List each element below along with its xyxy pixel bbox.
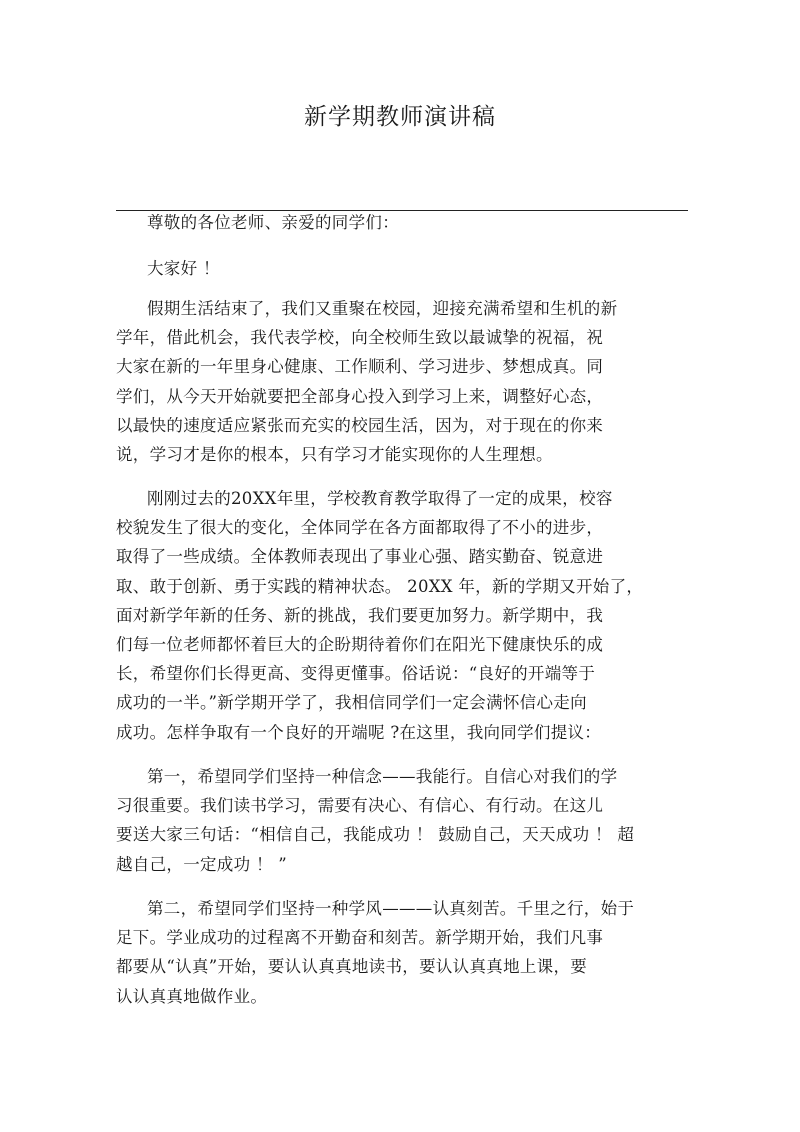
text-line: 们每一位老师都怀着巨大的企盼期待着你们在阳光下健康快乐的成 [116, 635, 604, 655]
paragraph-second-point [116, 894, 696, 1011]
text-line: 成功。怎样争取有一个良好的开端呢 ?在这里，我向同学们提议： [116, 722, 602, 742]
paragraph-past-year [116, 484, 696, 747]
text-line: 校貌发生了很大的变化，全体同学在各方面都取得了不小的进步， [116, 518, 604, 538]
text-line: 成功的一半。”新学期开学了，我相信同学们一定会满怀信心走向 [116, 693, 587, 713]
text-line: 大家好 ！ [147, 259, 220, 278]
text-line: 取、敢于创新、勇于实践的精神状态。 20XX 年，新的学期又开始了， [116, 576, 644, 596]
paragraph-hello [116, 254, 696, 283]
text-line: 第二，希望同学们坚持一种学风———认真刻苦。千里之行，始于 [147, 899, 635, 918]
text-line: 长，希望你们长得更高、变得更懂事。俗话说：“良好的开端等于 [116, 664, 596, 684]
text-line: 要送大家三句话：“相信自己，我能成功 ！ 鼓励自己，天天成功 ！ 超 [116, 825, 635, 845]
text-line: 取得了一些成绩。全体教师表现出了事业心强、踏实勤奋、锐意进 [116, 547, 604, 567]
text-line: 以最快的速度适应紧张而充实的校园生活，因为，对于现在的你来 [116, 415, 604, 435]
text-line: 习很重要。我们读书学习，需要有决心、有信心、有行动。在这儿 [116, 796, 604, 816]
text-line: 第一，希望同学们坚持一种信念——我能行。自信心对我们的学 [147, 767, 618, 786]
paragraph-greeting-salutation [116, 208, 696, 237]
text-line: 都要从“认真”开始，要认认真真地读书，要认认真真地上课，要 [116, 957, 588, 977]
document-title: 新学期教师演讲稿 [304, 104, 496, 130]
text-line: 大家在新的一年里身心健康、工作顺利、学习进步、梦想成真。同 [116, 357, 604, 377]
paragraph-intro [116, 294, 696, 469]
text-line: 越自己，一定成功 ！ ” [116, 854, 288, 874]
paragraph-first-point [116, 762, 696, 879]
text-line: 学们，从今天开始就要把全部身心投入到学习上来，调整好心态， [116, 386, 604, 406]
text-line: 尊敬的各位老师、亲爱的同学们： [147, 213, 399, 232]
text-line: 足下。学业成功的过程离不开勤奋和刻苦。新学期开始，我们凡事 [116, 928, 604, 948]
text-line: 面对新学年新的任务、新的挑战，我们要更加努力。新学期中，我 [116, 605, 604, 625]
text-line: 刚刚过去的20XX年里，学校教育教学取得了一定的成果，校容 [147, 489, 613, 508]
text-line: 认认真真地做作业。 [116, 986, 268, 1006]
text-line: 假期生活结束了，我们又重聚在校园，迎接充满希望和生机的新 [147, 299, 618, 318]
text-line: 学年，借此机会，我代表学校，向全校师生致以最诚挚的祝福，祝 [116, 328, 604, 348]
text-line: 说，学习才是你的根本，只有学习才能实现你的人生理想。 [116, 445, 553, 465]
